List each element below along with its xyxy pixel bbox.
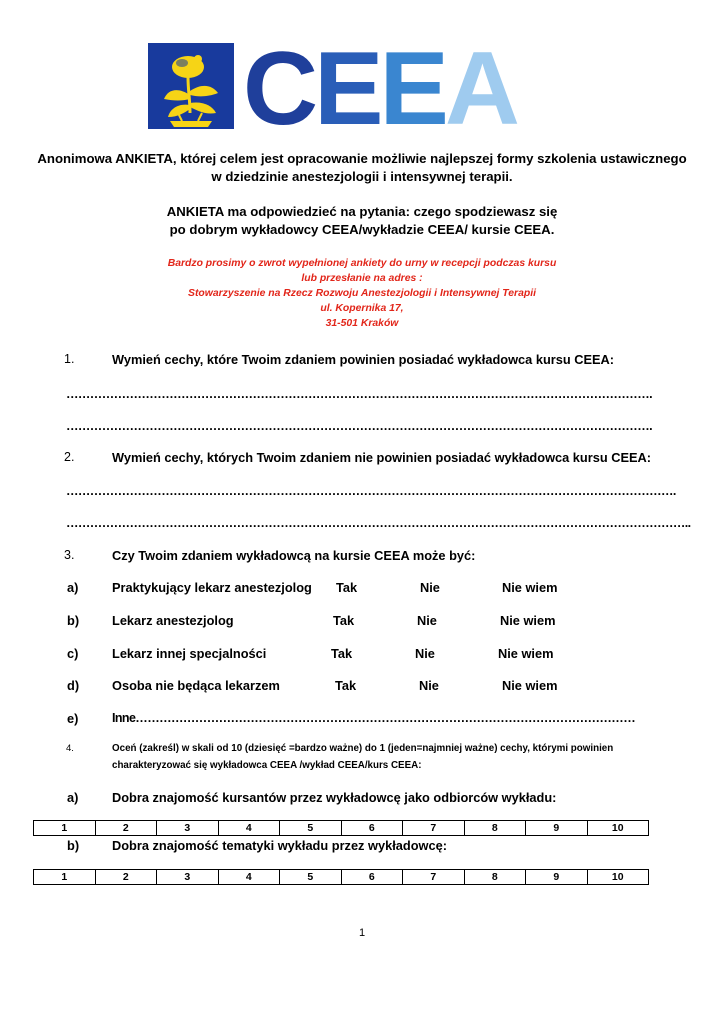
q3a-label: Praktykujący lekarz anestezjolog <box>112 580 312 595</box>
logo-flower-icon <box>148 43 234 129</box>
q1-answer-line2[interactable]: …………………………………………………………………………………………………………………………………. <box>66 419 652 433</box>
svg-text:CEEA CEEA: CEEA <box>243 40 516 136</box>
q3c-letter: c) <box>67 646 79 661</box>
q3a-yes[interactable]: Tak <box>336 580 358 595</box>
ceea-logo <box>243 40 543 136</box>
q1-number: 1. <box>64 352 75 366</box>
q4b-scale-3[interactable]: 3 <box>157 870 219 885</box>
q3e-letter: e) <box>67 711 79 726</box>
page-number: 1 <box>358 927 366 939</box>
notice-line5: 31-501 Kraków <box>325 318 399 329</box>
notice-line3: Stowarzyszenie na Rzecz Rozwoju Anestezjologii i Intensywnej Terapii <box>188 288 536 299</box>
q4a-scale-7[interactable]: 7 <box>403 821 465 836</box>
q4-number: 4. <box>66 743 74 754</box>
notice-line4: ul. Kopernika 17, <box>320 303 404 314</box>
q3d-no[interactable]: Nie <box>419 678 439 693</box>
survey-title-line1: Anonimowa ANKIETA, której celem jest opracowanie możliwie najlepszej formy szkolenia ustawicznego <box>37 151 687 166</box>
q3c-no[interactable]: Nie <box>415 646 435 661</box>
q3d-dont-know[interactable]: Nie wiem <box>502 678 558 693</box>
q4a-scale-3[interactable]: 3 <box>157 821 219 836</box>
q4a-scale-6[interactable]: 6 <box>341 821 403 836</box>
q3b-no[interactable]: Nie <box>417 613 437 628</box>
q4a-scale-10[interactable]: 10 <box>587 821 649 836</box>
survey-subtitle-line1: ANKIETA ma odpowiedzieć na pytania: czego spodziewasz się <box>166 204 558 219</box>
q4b-scale-7[interactable]: 7 <box>403 870 465 885</box>
q3c-label: Lekarz innej specjalności <box>112 646 267 661</box>
q3b-label: Lekarz anestezjolog <box>112 613 234 628</box>
q3d-label: Osoba nie będąca lekarzem <box>112 678 280 693</box>
q4b-scale-1[interactable]: 1 <box>34 870 96 885</box>
q3b-yes[interactable]: Tak <box>333 613 355 628</box>
q3c-yes[interactable]: Tak <box>331 646 353 661</box>
q1-text: Wymień cechy, które Twoim zdaniem powinien posiadać wykładowca kursu CEEA: <box>112 352 615 367</box>
q4b-scale-9[interactable]: 9 <box>526 870 588 885</box>
q4a-scale-8[interactable]: 8 <box>464 821 526 836</box>
q2-text: Wymień cechy, których Twoim zdaniem nie powinien posiadać wykładowca kursu CEEA: <box>112 450 652 465</box>
notice-line2: lub przesłanie na adres : <box>301 273 423 284</box>
q4b-text: Dobra znajomość tematyki wykładu przez wykładowcę: <box>112 838 447 853</box>
survey-subtitle-line2: po dobrym wykładowcy CEEA/wykładzie CEEA/ kursie CEEA. <box>169 222 555 237</box>
q3e-other-answer[interactable]: Inne……………………………………………………………………………………………………………… <box>112 711 636 725</box>
q3-number: 3. <box>64 548 75 562</box>
q4a-text: Dobra znajomość kursantów przez wykładowcę jako odbiorców wykładu: <box>112 790 557 805</box>
q4b-rating-scale <box>33 869 649 885</box>
q3d-yes[interactable]: Tak <box>335 678 357 693</box>
q4a-rating-scale <box>33 820 649 836</box>
q4b-scale-10[interactable]: 10 <box>587 870 649 885</box>
q4b-scale-2[interactable]: 2 <box>95 870 157 885</box>
q4a-letter: a) <box>67 790 79 805</box>
q4a-scale-2[interactable]: 2 <box>95 821 157 836</box>
q2-number: 2. <box>64 450 75 464</box>
q3a-no[interactable]: Nie <box>420 580 440 595</box>
q4a-scale-1[interactable]: 1 <box>34 821 96 836</box>
q3-text: Czy Twoim zdaniem wykładowcą na kursie CEEA może być: <box>112 548 476 563</box>
q3b-dont-know[interactable]: Nie wiem <box>500 613 556 628</box>
q4-text-line2: charakteryzować się wykładowca CEEA /wykład CEEA/kurs CEEA: <box>112 760 422 771</box>
q3a-letter: a) <box>67 580 79 595</box>
survey-title-line2: w dziedzinie anestezjologii i intensywnej terapii. <box>211 169 513 184</box>
q2-answer-line1[interactable]: ………………………………………………………………………………………………………………………………………. <box>66 484 676 498</box>
q4b-letter: b) <box>67 838 80 853</box>
q3a-dont-know[interactable]: Nie wiem <box>502 580 558 595</box>
q3c-dont-know[interactable]: Nie wiem <box>498 646 554 661</box>
q4a-scale-5[interactable]: 5 <box>280 821 342 836</box>
q3b-letter: b) <box>67 613 80 628</box>
q4b-scale-8[interactable]: 8 <box>464 870 526 885</box>
q4b-scale-6[interactable]: 6 <box>341 870 403 885</box>
q4b-scale-4[interactable]: 4 <box>218 870 280 885</box>
notice-line1: Bardzo prosimy o zwrot wypełnionej ankiety do urny w recepcji podczas kursu <box>167 258 557 269</box>
q4a-scale-9[interactable]: 9 <box>526 821 588 836</box>
q4a-scale-4[interactable]: 4 <box>218 821 280 836</box>
q4-text-line1: Oceń (zakreśl) w skali od 10 (dziesięć =bardzo ważne) do 1 (jeden=najmniej ważne) cechy, którymi powinien <box>112 743 614 754</box>
q4b-scale-5[interactable]: 5 <box>280 870 342 885</box>
q3d-letter: d) <box>67 678 80 693</box>
q2-answer-line2[interactable]: ………………………………………………………………………………………………………………………………………….. <box>66 516 691 530</box>
q1-answer-line1[interactable]: …………………………………………………………………………………………………………………………………. <box>66 387 652 401</box>
